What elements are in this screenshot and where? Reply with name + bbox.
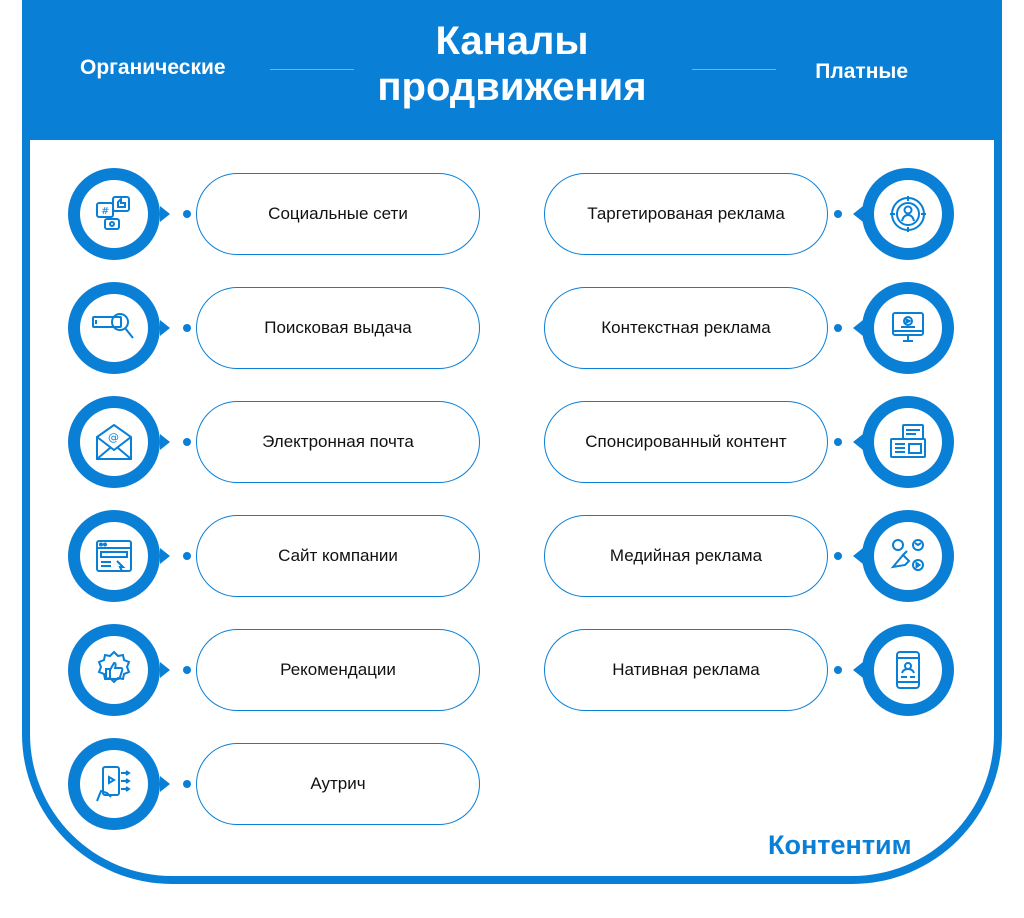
media-ad-icon-badge	[862, 510, 954, 602]
paid-item-targeted: Таргетированая реклама	[544, 173, 828, 255]
organic-item-social: Социальные сети	[196, 173, 480, 255]
paid-item-sponsored: Спонсированный контент	[544, 401, 828, 483]
thumbs-up-icon	[93, 649, 135, 691]
social-media-icon-badge	[68, 168, 160, 260]
divider-left	[270, 69, 354, 70]
brand-logo-text: Контентим	[768, 830, 912, 860]
organic-item-email: Электронная почта	[196, 401, 480, 483]
native-ad-icon	[887, 649, 929, 691]
paid-item-contextual: Контекстная реклама	[544, 287, 828, 369]
organic-item-outreach: Аутрич	[196, 743, 480, 825]
monitor-ad-icon-badge	[862, 282, 954, 374]
website-icon	[93, 535, 135, 577]
search-icon	[91, 307, 137, 349]
email-icon	[93, 421, 135, 463]
email-icon-badge	[68, 396, 160, 488]
svg-text:#: #	[101, 206, 110, 217]
mobile-outreach-icon-badge	[68, 738, 160, 830]
target-user-icon-badge	[862, 168, 954, 260]
thumbs-up-icon-badge	[68, 624, 160, 716]
paid-item-native: Нативная реклама	[544, 629, 828, 711]
media-ad-icon	[887, 535, 929, 577]
page-title: Каналы продвижения	[377, 19, 647, 109]
mobile-outreach-icon	[93, 763, 135, 805]
social-media-icon	[93, 193, 135, 235]
sponsored-content-icon	[887, 421, 929, 463]
divider-right	[692, 69, 776, 70]
website-icon-badge	[68, 510, 160, 602]
paid-item-media: Медийная реклама	[544, 515, 828, 597]
search-icon-badge	[68, 282, 160, 374]
organic-item-search: Поисковая выдача	[196, 287, 480, 369]
svg-text:@: @	[108, 431, 119, 444]
organic-heading: Органические	[80, 56, 226, 79]
monitor-ad-icon	[887, 307, 929, 349]
native-ad-icon-badge	[862, 624, 954, 716]
organic-item-recommendations: Рекомендации	[196, 629, 480, 711]
paid-heading: Платные	[815, 60, 908, 83]
header-band	[22, 0, 1002, 140]
organic-item-website: Сайт компании	[196, 515, 480, 597]
sponsored-content-icon-badge	[862, 396, 954, 488]
target-user-icon	[887, 193, 929, 235]
